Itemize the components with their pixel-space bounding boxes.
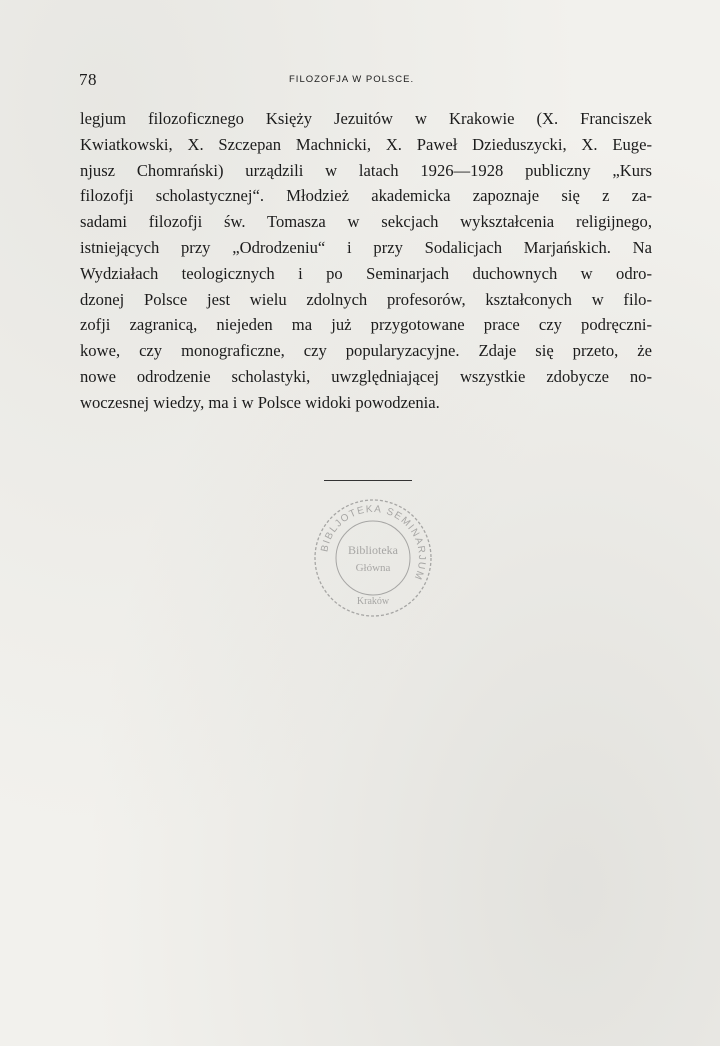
text-line: sadami filozofji św. Tomasza w sekcjach wykształcenia religijnego, <box>80 212 652 232</box>
text-line: dzonej Polsce jest wielu zdolnych profesorów, kształconych w filo- <box>80 289 652 309</box>
stamp-bottom-text: Kraków <box>356 596 390 607</box>
text-line: Wydziałach teologicznych i po Seminarjach duchownych w odro- <box>80 263 652 283</box>
text-line: Kwiatkowski, X. Szczepan Machnicki, X. Paweł Dzieduszycki, X. Euge- <box>80 134 652 154</box>
running-head: FILOZOFJA W POLSCE. <box>289 74 415 85</box>
text-line: zofji zagranicą, niejeden ma już przygotowane prace czy podręczni- <box>80 315 652 335</box>
text-line: filozofji scholastycznej“. Młodzież akademicka zapoznaje się z za- <box>80 186 652 206</box>
text-line: istniejących przy „Odrodzeniu“ i przy Sodalicjach Marjańskich. Na <box>80 237 652 257</box>
text-line: kowe, czy monograficzne, czy popularyzacyjne. Zdaje się przeto, że <box>80 341 652 361</box>
library-stamp-icon <box>311 496 435 620</box>
text-line: nowe odrodzenie scholastyki, uwzględniającej wszystkie zdobycze no- <box>80 366 652 386</box>
text-line: woczesnej wiedzy, ma i w Polsce widoki powodzenia. <box>80 392 440 412</box>
stamp-ring-textpath: BIBLJOTEKA SEMINARJUM <box>319 503 428 583</box>
stamp-center-line-1: Biblioteka <box>348 543 398 557</box>
text-line: njusz Chomrański) urządzili w latach 1926—1928 publiczny „Kurs <box>80 160 652 180</box>
body-paragraph <box>80 106 652 416</box>
stamp-inner-ring <box>336 521 410 595</box>
page-number: 78 <box>79 70 97 89</box>
text-line: legjum filozoficznego Księży Jezuitów w Krakowie (X. Franciszek <box>80 109 652 128</box>
stamp-center-line-2: Główna <box>355 562 391 574</box>
section-divider <box>324 480 412 481</box>
